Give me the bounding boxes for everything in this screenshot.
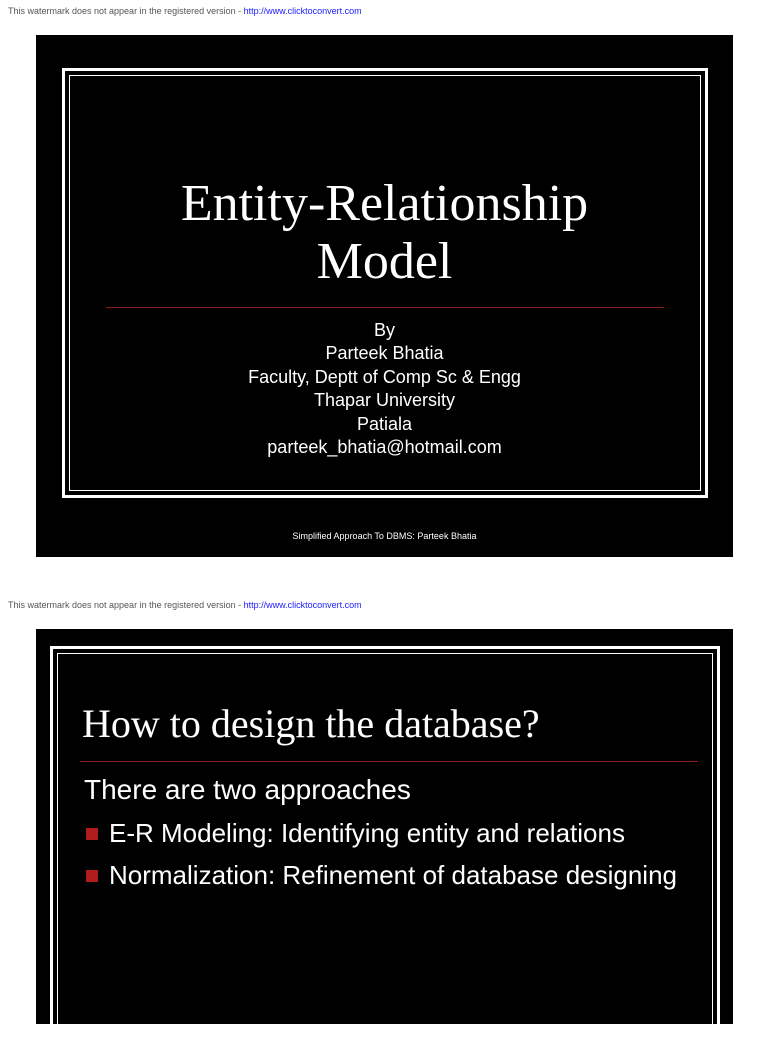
author-position: Faculty, Deptt of Comp Sc & Engg <box>248 366 521 387</box>
bullet-square-icon <box>86 870 98 882</box>
watermark-notice <box>8 6 362 16</box>
slide-footer: Simplified Approach To DBMS: Parteek Bhatia <box>292 531 477 541</box>
title-divider <box>106 307 664 308</box>
slide-content <box>36 629 733 1024</box>
watermark-notice <box>8 600 362 610</box>
watermark-text: This watermark does not appear in the registered version - <box>8 600 244 610</box>
heading-divider <box>80 761 698 762</box>
watermark-text: This watermark does not appear in the registered version - <box>8 6 244 16</box>
title-line-1: Entity-Relationship <box>180 175 589 232</box>
list-item <box>84 857 684 893</box>
slide-heading: How to design the database? <box>82 701 540 746</box>
watermark-link[interactable]: http://www.clicktoconvert.com <box>243 6 362 16</box>
author-email: parteek_bhatia@hotmail.com <box>267 437 502 458</box>
watermark-link[interactable]: http://www.clicktoconvert.com <box>243 600 362 610</box>
slide-title-heading <box>36 175 733 291</box>
author-block <box>36 319 733 459</box>
author-city: Patiala <box>356 413 413 434</box>
list-item <box>84 815 684 851</box>
bullet-square-icon <box>86 828 98 840</box>
title-line-2: Model <box>316 233 453 290</box>
author-university: Thapar University <box>313 390 456 411</box>
slide-title <box>36 35 733 557</box>
author-name: Parteek Bhatia <box>325 343 444 364</box>
author-line: By <box>373 320 395 340</box>
slide-body <box>84 773 684 899</box>
intro-text: There are two approaches <box>84 774 411 805</box>
bullet-text: E-R Modeling: Identifying entity and relations <box>109 818 625 848</box>
bullet-text: Normalization: Refinement of database designing <box>109 860 678 890</box>
